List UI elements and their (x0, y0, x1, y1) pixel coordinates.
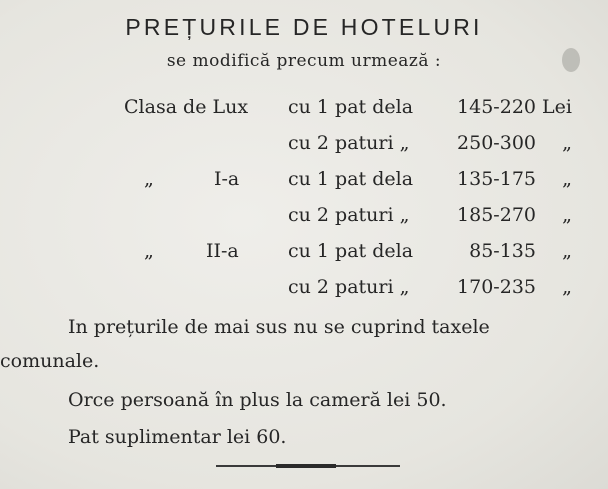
page-subtitle: se modifică precum urmează : (166, 51, 442, 71)
price-range: 250-300 (457, 132, 536, 154)
room-class: Clasa de Lux (124, 96, 249, 118)
ditto-mark: „ (144, 168, 154, 190)
page-title: PREȚURILE DE HOTELURI (125, 14, 483, 40)
price-unit: „ (562, 132, 572, 154)
price-range: 135-175 (457, 168, 536, 190)
table-row (0, 96, 608, 132)
price-unit: „ (562, 168, 572, 190)
table-row (0, 204, 608, 240)
price-range: 170-235 (457, 276, 536, 298)
extra-bed-note: Pat suplimentar lei 60. (68, 426, 287, 448)
extra-person-note: Orce persoană în plus la cameră lei 50. (68, 389, 447, 411)
price-range: 145-220 (457, 96, 536, 118)
price-unit: „ (562, 204, 572, 226)
price-unit: „ (562, 276, 572, 298)
table-row (0, 132, 608, 168)
price-unit: Lei (542, 96, 572, 118)
ditto-mark: „ (144, 240, 154, 262)
divider-ornament (276, 464, 336, 468)
taxes-note-line2: comunale. (0, 350, 100, 372)
price-table (0, 96, 608, 312)
price-unit: „ (562, 240, 572, 262)
bed-count: cu 1 pat dela (288, 168, 414, 190)
table-row (0, 276, 608, 312)
room-class: II-a (206, 240, 239, 262)
taxes-note-line1: In prețurile de mai sus nu se cuprind taxele (68, 316, 490, 338)
room-class: I-a (214, 168, 240, 190)
price-range: 85-135 (469, 240, 536, 262)
bed-count: cu 2 paturi „ (288, 204, 410, 226)
table-row (0, 168, 608, 204)
bed-count: cu 2 paturi „ (288, 132, 410, 154)
table-row (0, 240, 608, 276)
bed-count: cu 1 pat dela (288, 96, 414, 118)
bed-count: cu 2 paturi „ (288, 276, 410, 298)
bed-count: cu 1 pat dela (288, 240, 414, 262)
price-range: 185-270 (457, 204, 536, 226)
